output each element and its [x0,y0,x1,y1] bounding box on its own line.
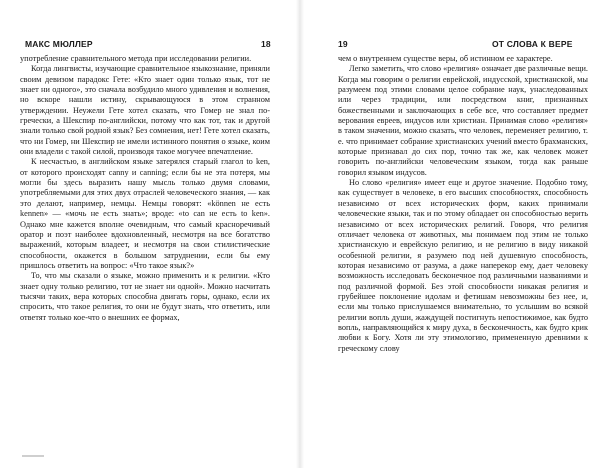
right-page [300,0,600,468]
paragraph: То, что мы сказали о языке, можно применить и к религии. «Кто знает одну только религию, тот не знает ни одной». Можно насчитать тысячи таких, вера которых способна двигать горы, однако, если их спросить, что такое религия, то они не будут знать, что ответить, или ответят только кое-что о внешних ее формах, [20,271,270,322]
page-number-left: 18 [261,39,271,49]
page-number-right: 19 [338,39,348,49]
paragraph: употребление сравнительного метода при исследовании религии. [20,54,252,63]
paragraph: чем о внутреннем существе веры, об истинном ее характере. [338,54,553,63]
paragraph: Но слово «религия» имеет еще и другое значение. Подобно тому, как существует в человеке, в его высших способностях, способность независимо от всех исторических форм, каких принимали человеческие языки, так и по этому обладает он способностью верить независимо от всех исторических религий. Говоря, что религия отличает человека от животных, мы понимаем под этим не только христианскую и еврейскую религию, и не религию в виду никакой особенной религии, я разумею под ней душевную способность, которая независимо от разума, а даже наперекор ему, дает человеку возможность исследовать бесконечное под различными названиями и под различной формой. Без этой способности никакая религия и грубейшее поклонение идолам и фетишам невозможны без нее, и, если мы только прислушаемся внимательно, то услышим во всякой религии вопль души, жаждущей постигнуть непостижимое, как будто вопль, направляющийся к миру духа, в бесконечность, как будто крик любви к Богу. Хотя ли эту этимологию, примененную древними к греческому слову [338,178,588,353]
print-mark [22,455,44,457]
paragraph: К несчастью, в английском языке затерялся старый глагол to ken, от которого происходят canny и canning; если бы не эта потеря, мы могли бы здесь выразить нашу мысль только двумя словами, употребляемыми для этих двух отраслей человеческого знания, — как это делают, например, немцы. Немцы говорят: «können не есть kennen» — «мочь не есть знать»; вроде: «to can не есть to ken». Однако мне кажется вполне очевидным, что самый красноречивый оратор и поэт наиболее вдохновленный, несмотря на все богатство выражений, которым владеет, и несмотря на свои стилистические способности, окажется в большом затруднении, если бы ему пришлось ответить на вопрос: «Что такое язык?» [20,157,270,270]
paragraph: Легко заметить, что слово «религия» означает две различные вещи. Когда мы говорим о религии еврейской, индусской, христианской, мы разумеем под этими словами целое собрание наук, унаследованных или через традиции, или посредством книг, признанных божественными и заключающих в себе все, что составляет предмет верования евреев, индусов или христиан. Принимая слово «религия» в таком значении, можно сказать, что человек, переменяет религию, т. е. что принимает собрание христианских учений вместо брахманских, которые признавал до сих пор, точно так же, как человек может говорить по-английски человеческим языком, тогда как раньше говорил языком индусов. [338,64,588,177]
left-page-text [20,54,270,323]
paragraph: Когда лингвисты, изучающие сравнительное языкознание, приняли своим девизом парадокс Гете: «Кто знает один только язык, тот не знает ни одного», это сначала возбудило много удивления и волнения, но вскоре нашли истину, скрывающуюся в этом странном утверждении. Неужели Гете хотел сказать, что Гомер не знал по-гречески, а Шекспир по-английски, потому что как тот, так и другой знали только свой родной язык? Без сомнения, нет! Гете хотел сказать, что ни Гомер, ни Шекспир не имели истинного понятия о языке, коим они владели с такой силой, производя такое могучее впечатление. [20,64,270,157]
running-head-title: ОТ СЛОВА К ВЕРЕ [492,39,573,49]
right-page-text [338,54,588,354]
running-head-author: МАКС МЮЛЛЕР [25,39,93,49]
